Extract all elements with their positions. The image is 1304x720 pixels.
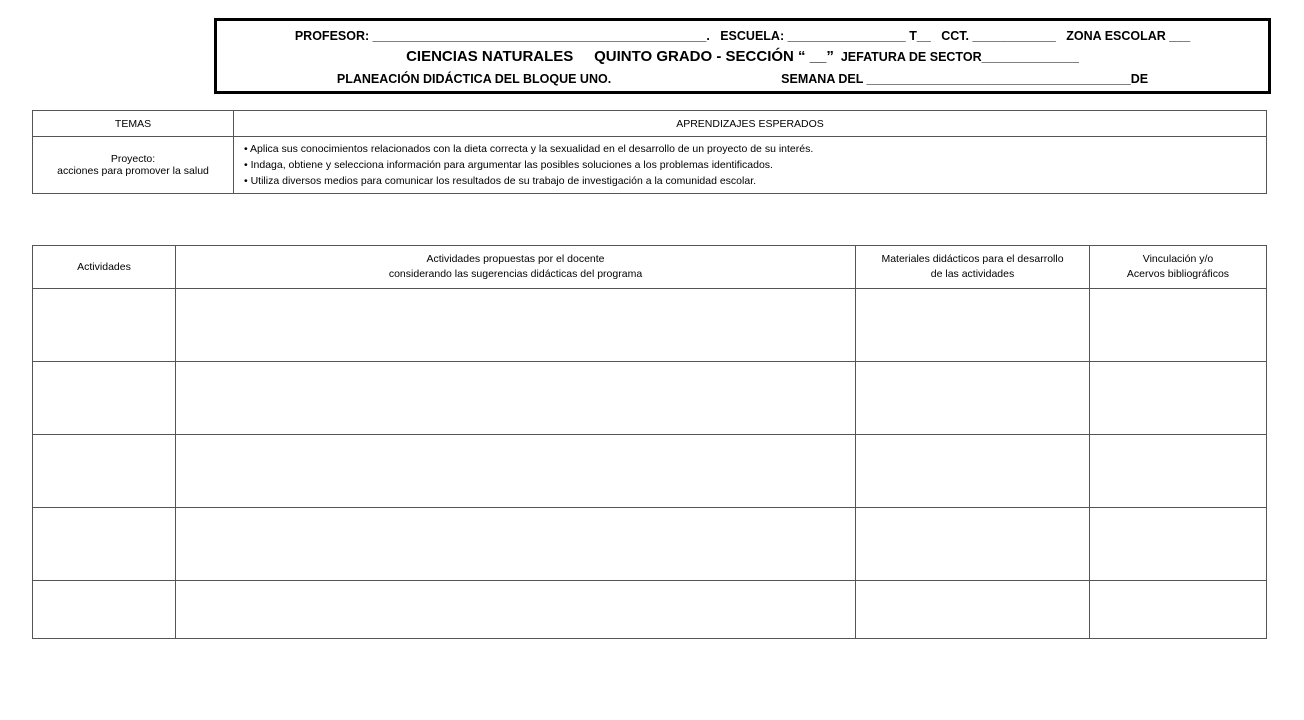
propuesta-cell[interactable]	[176, 435, 856, 508]
actividad-cell[interactable]	[33, 581, 176, 639]
materiales-header	[856, 246, 1090, 289]
materiales-cell[interactable]	[856, 508, 1090, 581]
materiales-cell[interactable]	[856, 362, 1090, 435]
propuestas-header	[176, 246, 856, 289]
table-row	[33, 289, 1267, 362]
propuestas-header-line-2: considerando las sugerencias didácticas del programa	[388, 268, 643, 280]
header-line-planeacion	[217, 72, 1268, 86]
aprendizaje-item: • Indaga, obtiene y selecciona información para argumentar las posibles soluciones a los problemas identificados.	[244, 157, 1262, 173]
vinculacion-cell[interactable]	[1090, 581, 1267, 639]
materiales-cell[interactable]	[856, 289, 1090, 362]
vinculacion-cell[interactable]	[1090, 508, 1267, 581]
actividades-header: Actividades	[33, 246, 176, 289]
temas-header: TEMAS	[33, 111, 234, 137]
temas-header-row	[33, 111, 1267, 137]
propuesta-cell[interactable]	[176, 508, 856, 581]
materiales-header-line-1: Materiales didácticos para el desarrollo	[881, 253, 1064, 265]
propuesta-cell[interactable]	[176, 289, 856, 362]
subject-title: CIENCIAS NATURALES QUINTO GRADO - SECCIÓN “ __”	[406, 48, 834, 65]
actividad-cell[interactable]	[33, 362, 176, 435]
actividad-cell[interactable]	[33, 435, 176, 508]
temas-body-row	[33, 137, 1267, 194]
activities-table	[32, 245, 1267, 639]
vinculacion-header	[1090, 246, 1267, 289]
temas-table	[32, 110, 1267, 194]
planeacion-title: PLANEACIÓN DIDÁCTICA DEL BLOQUE UNO.	[336, 72, 612, 86]
propuesta-cell[interactable]	[176, 581, 856, 639]
header-line-profesor: PROFESOR: ________________________________________________. ESCUELA: _________________ T__ CCT. ____________ ZONA ESCOLAR ___	[294, 29, 1191, 43]
materiales-cell[interactable]	[856, 581, 1090, 639]
vinculacion-cell[interactable]	[1090, 435, 1267, 508]
tema-cell	[33, 137, 234, 194]
tema-line-1: Proyecto:	[110, 153, 156, 165]
aprendizajes-cell	[234, 137, 1267, 194]
header-box	[214, 18, 1271, 94]
aprendizaje-item: • Aplica sus conocimientos relacionados con la dieta correcta y la sexualidad en el desarrollo de un proyecto de su interés.	[244, 141, 1262, 157]
vinculacion-header-line-2: Acervos bibliográficos	[1126, 268, 1230, 280]
propuesta-cell[interactable]	[176, 362, 856, 435]
semana-field: SEMANA DEL ______________________________________DE	[781, 72, 1149, 86]
vinculacion-cell[interactable]	[1090, 289, 1267, 362]
aprendizaje-item: • Utiliza diversos medios para comunicar los resultados de su trabajo de investigación a la comunidad escolar.	[244, 173, 1262, 189]
header-line-subject	[217, 48, 1268, 65]
table-row	[33, 508, 1267, 581]
tema-line-2: acciones para promover la salud	[57, 165, 209, 177]
materiales-cell[interactable]	[856, 435, 1090, 508]
table-row	[33, 435, 1267, 508]
vinculacion-cell[interactable]	[1090, 362, 1267, 435]
table-row	[33, 362, 1267, 435]
table-row	[33, 581, 1267, 639]
actividad-cell[interactable]	[33, 289, 176, 362]
actividad-cell[interactable]	[33, 508, 176, 581]
materiales-header-line-2: de las actividades	[930, 268, 1015, 280]
aprendizajes-header: APRENDIZAJES ESPERADOS	[234, 111, 1267, 137]
jefatura-de-sector: JEFATURA DE SECTOR______________	[833, 50, 1079, 64]
propuestas-header-line-1: Actividades propuestas por el docente	[426, 253, 605, 265]
vinculacion-header-line-1: Vinculación y/o	[1142, 253, 1214, 265]
activities-header-row	[33, 246, 1267, 289]
